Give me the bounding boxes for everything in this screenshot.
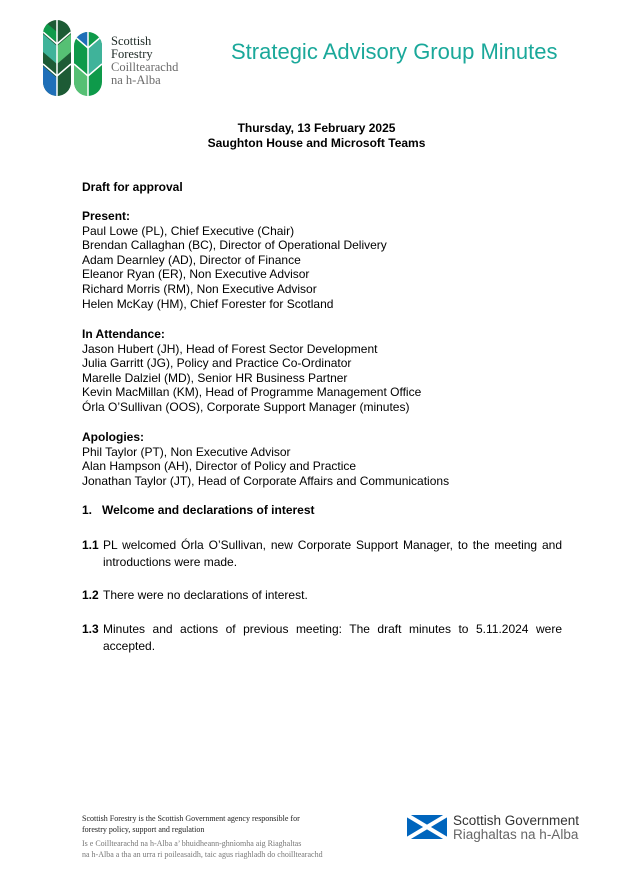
minute-item <box>82 537 562 570</box>
gov-name-gd: Riaghaltas na h-Alba <box>453 827 579 842</box>
minute-item-number: 1.2 <box>82 588 99 602</box>
footer-statement-en <box>82 814 323 835</box>
present-member: Richard Morris (RM), Non Executive Advisor <box>82 281 317 296</box>
minute-item-text: Minutes and actions of previous meeting: The draft minutes to 5.11.2024 were accepted. <box>103 622 562 653</box>
attendance-member: Órla O’Sullivan (OOS), Corporate Support Manager (minutes) <box>82 399 410 414</box>
present-section <box>82 209 387 311</box>
attendance-member: Julia Garritt (JG), Policy and Practice Co-Ordinator <box>82 356 352 371</box>
scottish-forestry-logo-icon <box>43 20 105 96</box>
apology-member: Jonathan Taylor (JT), Head of Corporate Affairs and Communications <box>82 473 450 488</box>
apology-member: Alan Hampson (AH), Director of Policy and Practice <box>82 459 357 474</box>
minute-item-number: 1.1 <box>82 538 99 552</box>
gov-name-en: Scottish Government <box>453 813 580 828</box>
footer-gd-line2: na h-Alba a tha an urra ri poileasaidh, taic agus riaghladh do choilltearachd <box>82 849 323 859</box>
meeting-date: Thursday, 13 February 2025 <box>237 121 396 135</box>
attendance-member: Marelle Dalziel (MD), Senior HR Business Partner <box>82 370 348 385</box>
org-name-gd-line2: na h-Alba <box>111 73 161 87</box>
minute-item <box>82 587 562 604</box>
present-member: Helen McKay (HM), Chief Forester for Scotland <box>82 296 334 311</box>
saltire-flag-icon <box>407 815 447 839</box>
minute-item-number: 1.3 <box>82 622 99 636</box>
apologies-section <box>82 430 449 488</box>
present-heading: Present: <box>82 209 131 223</box>
present-member: Paul Lowe (PL), Chief Executive (Chair) <box>82 223 295 238</box>
section-title: Welcome and declarations of interest <box>102 503 315 517</box>
apologies-heading: Apologies: <box>82 430 144 444</box>
org-name-en-line2: Forestry <box>111 47 153 61</box>
attendance-heading: In Attendance: <box>82 327 165 341</box>
org-name-en-line1: Scottish <box>111 34 152 48</box>
draft-status: Draft for approval <box>82 180 183 194</box>
meeting-details <box>0 121 633 151</box>
attendance-member: Jason Hubert (JH), Head of Forest Sector Development <box>82 341 378 356</box>
footer-statement-gd <box>82 839 323 860</box>
footer-gd-line1: Is e Coilltearachd na h-Alba a’ bhuidheann-ghnìomha aig Riaghaltas <box>82 839 302 848</box>
present-member: Adam Dearnley (AD), Director of Finance <box>82 252 301 267</box>
scottish-government-logo <box>453 814 579 842</box>
apology-member: Phil Taylor (PT), Non Executive Advisor <box>82 444 291 459</box>
footer-en-line1: Scottish Forestry is the Scottish Government agency responsible for <box>82 814 300 823</box>
minute-item <box>82 621 562 654</box>
organisation-name <box>111 35 178 87</box>
attendance-section <box>82 327 421 415</box>
section-heading <box>82 503 315 517</box>
org-name-gd-line1: Coilltearachd <box>111 60 179 74</box>
section-number: 1. <box>82 503 93 517</box>
footer-statement <box>82 814 323 860</box>
document-title: Strategic Advisory Group Minutes <box>231 39 558 64</box>
present-member: Eleanor Ryan (ER), Non Executive Advisor <box>82 267 310 282</box>
minute-item-text: PL welcomed Órla O’Sullivan, new Corporate Support Manager, to the meeting and introductions were made. <box>103 538 562 569</box>
meeting-location: Saughton House and Microsoft Teams <box>207 136 426 150</box>
minute-item-text: There were no declarations of interest. <box>103 588 308 602</box>
present-member: Brendan Callaghan (BC), Director of Operational Delivery <box>82 238 387 253</box>
attendance-member: Kevin MacMillan (KM), Head of Programme Management Office <box>82 385 422 400</box>
footer-en-line2: forestry policy, support and regulation <box>82 824 205 834</box>
